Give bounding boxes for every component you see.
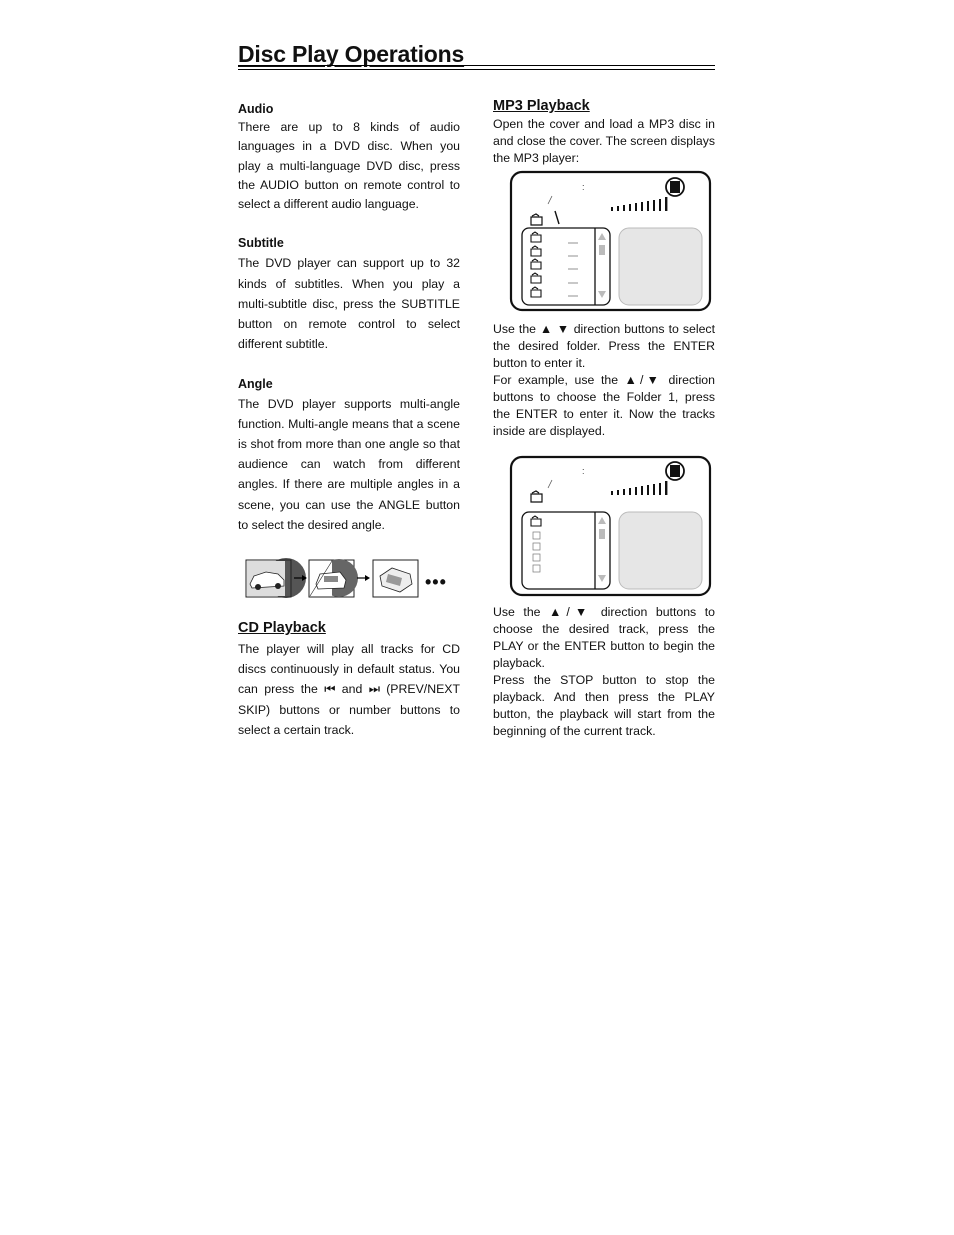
- subtitle-heading: Subtitle: [238, 236, 284, 251]
- mp3-track-para-1: Use the ▲/▼ direction buttons to choose the desired track, press the PLAY or the ENTER button to begin the playback.: [493, 605, 715, 670]
- mp3-folder-para-2: For example, use the ▲/▼ direction buttons to choose the Folder 1, press the ENTER to enter it. Now the tracks inside are displayed.: [493, 373, 715, 438]
- title-rule-top: [238, 65, 715, 66]
- audio-heading: Audio: [238, 102, 274, 116]
- title-rule-bottom: [238, 69, 715, 70]
- mp3-screen-tracks: [509, 455, 713, 598]
- right-column: [493, 97, 715, 167]
- angle-ellipsis: •••: [425, 572, 447, 592]
- subtitle-body: The DVD player can support up to 32 kinds of subtitles. When you play a multi-subtitle disc, press the SUBTITLE button on remote control to select different subtitle.: [238, 256, 460, 352]
- cd-heading: CD Playback: [238, 620, 326, 636]
- audio-body: There are up to 8 kinds of audio languages in a DVD disc. When you play a multi-language DVD disc, press the AUDIO button on remote control to select a different audio language.: [238, 120, 460, 212]
- mp3-track-instructions: [493, 604, 715, 740]
- stop-icon: [666, 462, 684, 480]
- left-column: [238, 101, 460, 535]
- mp3-intro: Open the cover and load a MP3 disc in and close the cover. The screen displays the MP3 player:: [493, 117, 715, 165]
- angle-heading: Angle: [238, 376, 273, 391]
- svg-text::: :: [582, 182, 585, 192]
- angle-frame-3: [373, 560, 418, 597]
- mp3-heading: MP3 Playback: [493, 98, 590, 114]
- mp3-folder-para-1: Use the ▲ ▼ direction buttons to select the desired folder. Press the ENTER button to enter it.: [493, 322, 715, 370]
- svg-text::: :: [582, 466, 585, 476]
- page-title: Disc Play Operations: [238, 41, 465, 67]
- angle-frame-2: [309, 559, 358, 597]
- angle-body: The DVD player supports multi-angle function. Multi-angle means that a scene is shot from more than one angle so that audience can watch from different angles. If there are multiple angles in a scene, you can use the ANGLE button to select the desired angle.: [238, 396, 460, 532]
- mp3-folder-instructions: [493, 321, 715, 440]
- angle-illustration: [244, 558, 424, 600]
- stop-icon: [666, 178, 684, 196]
- mp3-screen-folders: [509, 170, 713, 313]
- mp3-track-para-2: Press the STOP button to stop the playback. And then press the PLAY button, the playback will start from the beginning of the current track.: [493, 673, 715, 738]
- cd-section: [238, 619, 460, 740]
- cd-body: The player will play all tracks for CD discs continuously in default status. You can press the ⏮ and ⏭ (PREV/NEXT SKIP) buttons or number buttons to select a certain track.: [238, 642, 460, 737]
